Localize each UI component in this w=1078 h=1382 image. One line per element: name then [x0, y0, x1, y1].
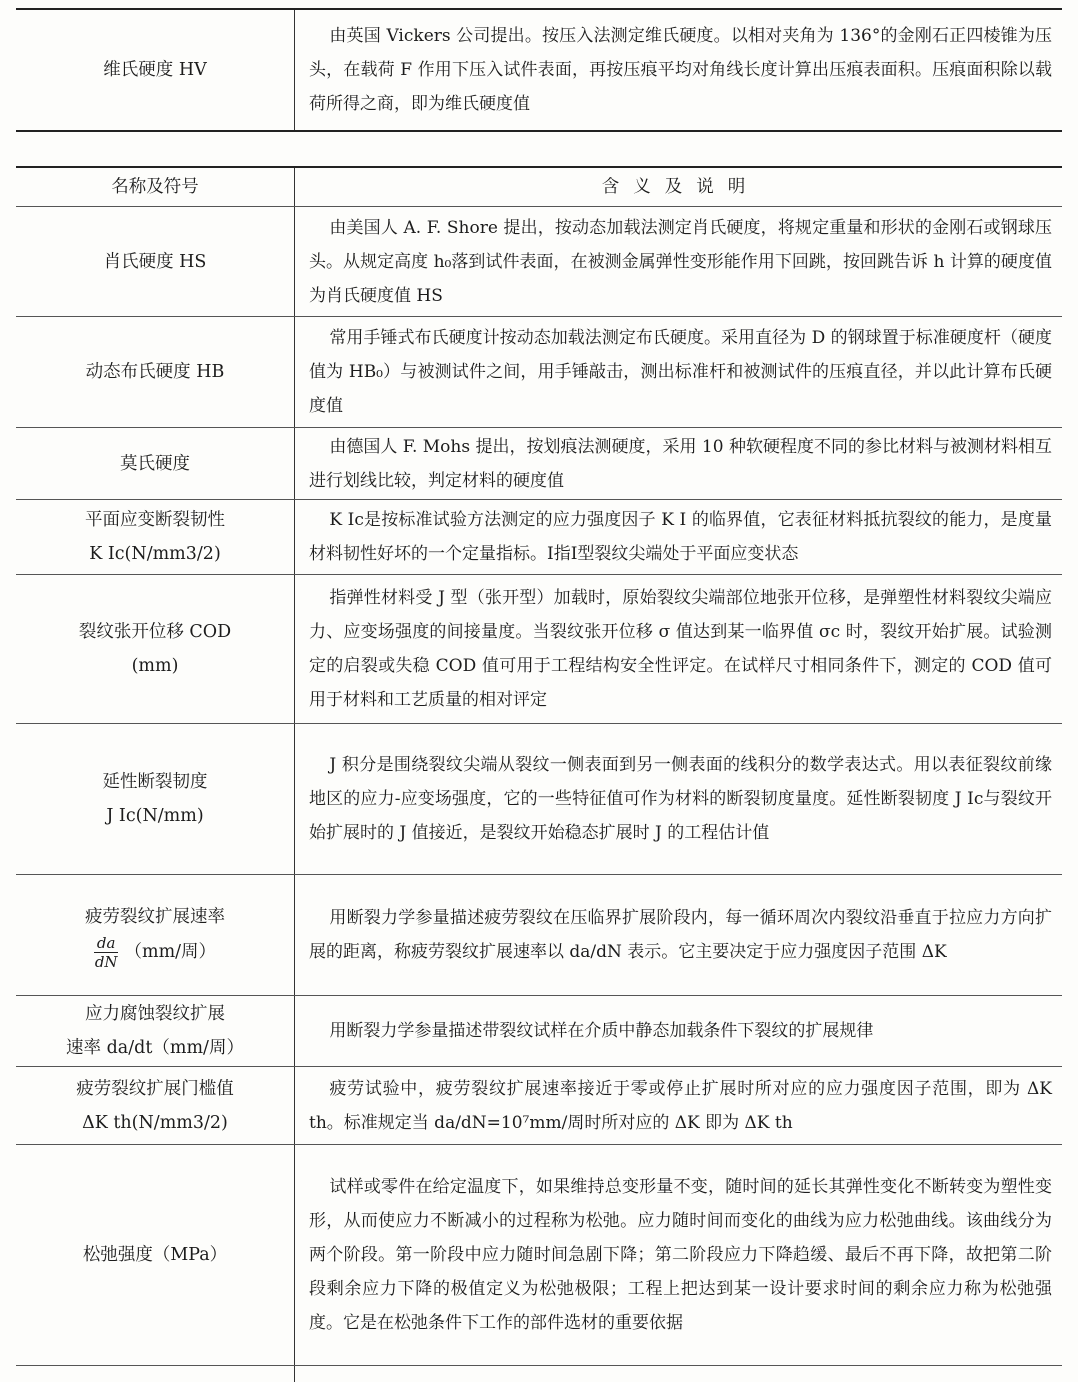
- term-description: 由美国人 A. F. Shore 提出，按动态加载法测定肖氏硬度，将规定重量和形状的金刚石或钢球压头。从规定高度 h₀落到试件表面，在被测金属弹性变形能作用下回跳，按回跳告诉 h 计算的硬度值为肖氏硬度值 HS: [309, 217, 1052, 306]
- table-row: [16, 575, 1062, 724]
- name-cell-empty: [16, 1366, 295, 1382]
- term-symbol: ΔK th(N/mm3/2): [82, 1112, 228, 1133]
- term-name-block: [16, 996, 295, 1066]
- term-description: 用断裂力学参量描述疲劳裂纹在压临界扩展阶段内，每一循环周次内裂纹沿垂直于拉应力方向扩展的距离，称疲劳裂纹扩展速率以 da/dN 表示。它主要决定于应力强度因子范围 ΔK: [309, 908, 1052, 962]
- term-description: 常用手锤式布氏硬度计按动态加载法测定布氏硬度。采用直径为 D 的钢球置于标准硬度杆（硬度值为 HB₀）与被测试件之间，用手锤敲击，测出标准杆和被测试件的压痕直径，并以此计算布氏硬度值: [309, 328, 1052, 416]
- definitions-table: [16, 166, 1062, 1382]
- term-description: 指弹性材料受 J 型（张开型）加载时，原始裂纹尖端部位地张开位移，是弹塑性材料裂纹尖端应力、应变场强度的间接量度。当裂纹张开位移 σ 值达到某一临界值 σc 时，裂纹开始扩展。试验测定的启裂或失稳 COD 值可用于工程结构安全性评定。在试样尺寸相同条件下，测定的 COD 值可用于材料和工艺质量的相对评定: [309, 588, 1052, 710]
- term-name-block: [16, 575, 295, 723]
- term-description: J 积分是围绕裂纹尖端从裂纹一侧表面到另一侧表面的线积分的数学表达式。用以表征裂纹前缘地区的应力-应变场强度，它的一些特征值可作为材料的断裂韧度量度。延性断裂韧度 J Ic与裂纹开始扩展时的 J 值接近，是裂纹开始稳态扩展时 J 的工程估计值: [309, 755, 1052, 843]
- term-name: 裂纹张开位移 COD: [78, 622, 232, 642]
- term-unit: （mm/周）: [124, 942, 217, 962]
- term-name-block: [16, 1067, 295, 1144]
- table-header: [16, 168, 1062, 207]
- term-description: 由德国人 F. Mohs 提出，按划痕法测硬度，采用 10 种软硬程度不同的参比材料与被测材料相互进行划线比较，判定材料的硬度值: [309, 436, 1052, 491]
- table-row: [16, 317, 1062, 428]
- table-row: [16, 1067, 1062, 1145]
- term-symbol: K Ic(N/mm3/2): [89, 544, 221, 564]
- term-description: 疲劳试验中，疲劳裂纹扩展速率接近于零或停止扩展时所对应的应力强度因子范围，即为 ΔK th。标准规定当 da/dN=10⁷mm/周时所对应的 ΔK 即为 ΔK th: [309, 1078, 1052, 1133]
- term-description: 用断裂力学参量描述带裂纹试样在介质中静态加载条件下裂纹的扩展规律: [329, 1021, 874, 1041]
- term-name-block: [16, 500, 295, 574]
- term-name: 平面应变断裂韧性: [85, 510, 225, 530]
- description-cell-empty: [295, 1366, 1062, 1382]
- term-description: 试样或零件在给定温度下，如果维持总变形量不变，随时间的延长其弹性变化不断转变为塑性变形，从而使应力不断减小的过程称为松弛。应力随时间而变化的曲线为应力松弛曲线。该曲线分为两个阶段。第一阶段中应力随时间急剧下降；第二阶段应力下降趋缓、最后不再下降，故把第二阶段剩余应力下降的极值定义为松弛极限；工程上把达到某一设计要求时间的剩余应力称为松弛强度。它是在松弛条件下工作的部件选材的重要依据: [309, 1177, 1052, 1333]
- term-name: 维氏硬度 HV: [16, 10, 295, 130]
- term-name-block: [16, 875, 295, 995]
- table-row: [16, 875, 1062, 996]
- header-description: 含义及说明: [601, 177, 760, 197]
- term-name: 肖氏硬度 HS: [16, 207, 295, 316]
- term-description: K Ic是按标准试验方法测定的应力强度因子 K I 的临界值，它表征材料抵抗裂纹的能力，是度量材料韧性好坏的一个定量指标。Ⅰ指Ⅰ型裂纹尖端处于平面应变状态: [309, 510, 1052, 564]
- term-name: 疲劳裂纹扩展门槛值: [76, 1078, 234, 1099]
- term-name: 应力腐蚀裂纹扩展: [85, 1004, 225, 1024]
- term-symbol: 速率 da/dt（mm/周）: [66, 1038, 244, 1058]
- fraction: [94, 934, 119, 971]
- term-name: 疲劳裂纹扩展速率: [85, 906, 225, 927]
- table-row-cut-off: [16, 1366, 1062, 1382]
- table-row: [16, 1145, 1062, 1366]
- term-name-block: [16, 724, 295, 874]
- table-row: [16, 10, 1062, 130]
- term-name: 延性断裂韧度: [102, 772, 208, 792]
- fraction-numerator: da: [94, 934, 119, 953]
- table-row: [16, 996, 1062, 1067]
- table-row: [16, 500, 1062, 575]
- table-fragment-top: [16, 8, 1062, 132]
- fraction-denominator: dN: [94, 952, 118, 971]
- table-row: [16, 428, 1062, 500]
- term-name: 动态布氏硬度 HB: [16, 317, 295, 427]
- term-name: 松弛强度（MPa）: [16, 1145, 295, 1365]
- table-row: [16, 724, 1062, 875]
- header-name: 名称及符号: [16, 168, 295, 206]
- term-symbol: J Ic(N/mm): [106, 806, 204, 826]
- term-unit: (mm): [131, 656, 179, 676]
- table-row: [16, 207, 1062, 317]
- term-symbol: [94, 934, 216, 971]
- term-description: 由英国 Vickers 公司提出。按压入法测定维氏硬度。以相对夹角为 136°的金刚石正四棱锥为压头，在载荷 F 作用下压入试件表面，再按压痕平均对角线长度计算出压痕表面积。压痕面积除以载荷所得之商，即为维氏硬度值: [309, 26, 1052, 114]
- term-name: 莫氏硬度: [16, 428, 295, 499]
